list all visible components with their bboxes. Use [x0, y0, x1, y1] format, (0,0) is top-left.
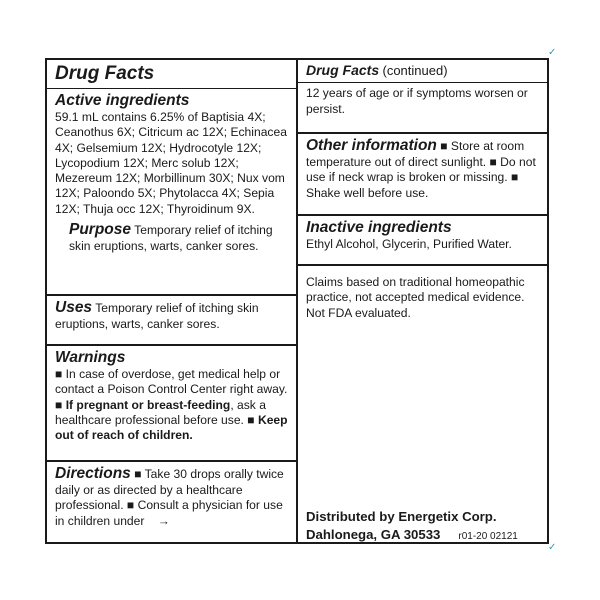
drug-facts-title: Drug Facts — [55, 63, 155, 84]
warnings-pregnant: If pregnant or breast-feeding — [65, 397, 231, 412]
continued-title: Drug Facts — [306, 62, 380, 78]
active-ingredients-heading: Active ingredients — [55, 92, 190, 109]
divider — [47, 88, 296, 89]
continued-title-row — [306, 63, 539, 79]
directions-text: ■ Take 30 drops orally twice daily or as directed by a healthcare professional. ■ Consult a physician for use in children under — [55, 467, 284, 528]
inactive-ingredients-heading: Inactive ingredients — [306, 219, 452, 236]
active-ingredients-text: 59.1 mL contains 6.25% of Baptisia 4X; Ceanothus 6X; Citricum ac 12X; Echinacea 4X; Gelsemium 12X; Hydrocotyle 12X; Lycopodium 12X; Merc solub 12X; Mezereum 12X; Morbillinum 30X; Nux vom 12X; Paloondo 5X; Phytolacca 4X; Sepia 12X; Thuja occ 12X; Thyroidinum 9X. — [55, 110, 287, 216]
warnings-panel — [45, 344, 298, 462]
drug-facts-panel — [45, 58, 298, 296]
other-information-text: ■ Store at room temperature out of direct sunlight. ■ Do not use if neck wrap is broken or missing. ■ Shake well before use. — [306, 139, 536, 200]
continued-suffix: (continued) — [382, 63, 448, 78]
outer-frame — [296, 264, 549, 544]
warnings-text-2: , ask a healthcare professional before use. ■ — [55, 397, 266, 427]
other-information-panel — [296, 132, 549, 216]
claims-text: Claims based on traditional homeopathic practice, not accepted medical evidence. Not FDA evaluated. — [306, 275, 525, 320]
distributor-line-1: Distributed by Energetix Corp. — [306, 509, 497, 524]
uses-text: Temporary relief of itching skin eruptions, warts, canker sores. — [55, 301, 259, 331]
purpose-text: Temporary relief of itching skin eruptions, warts, canker sores. — [69, 223, 273, 254]
warnings-text-1: ■ In case of overdose, get medical help or contact a Poison Control Center right away. ■ — [55, 367, 288, 412]
purpose-heading: Purpose — [69, 221, 132, 239]
other-information-heading: Other information — [306, 137, 437, 154]
inactive-ingredients-panel — [296, 214, 549, 266]
purpose-block — [55, 221, 288, 254]
label-code: r01-20 02121 — [458, 531, 518, 542]
corner-mark-icon: ✓ — [548, 542, 557, 553]
directions-heading: Directions — [55, 465, 131, 482]
warnings-children: Keep out of reach of children. — [55, 412, 288, 443]
continued-text: 12 years of age or if symptoms worsen or persist. — [306, 86, 528, 116]
continued-panel — [296, 58, 549, 134]
warnings-heading: Warnings — [55, 349, 126, 366]
inactive-ingredients-text: Ethyl Alcohol, Glycerin, Purified Water. — [306, 237, 512, 251]
distributor-address: Dahlonega, GA 30533 — [306, 527, 441, 542]
uses-heading: Uses — [55, 299, 93, 316]
divider — [298, 82, 547, 83]
directions-panel — [45, 460, 298, 544]
uses-panel — [45, 294, 298, 346]
arrow-right-icon: → — [157, 513, 170, 528]
corner-mark-icon: ✓ — [548, 47, 557, 58]
